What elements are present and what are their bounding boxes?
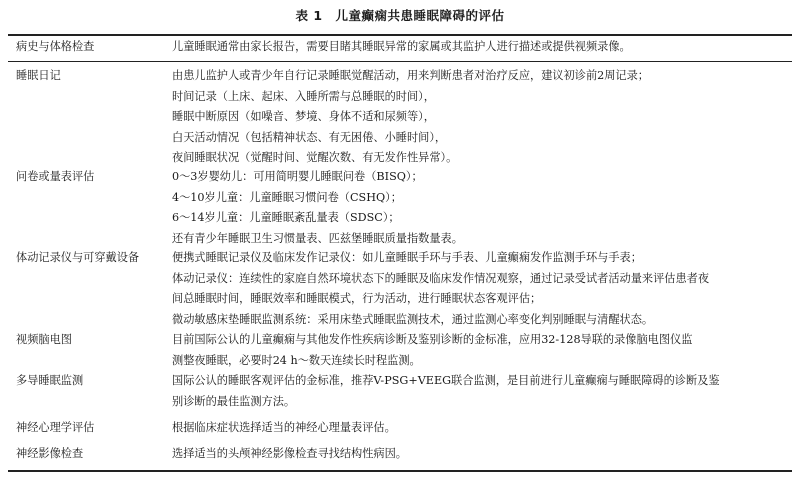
row-content <box>172 66 788 169</box>
header-cell-history: 病史与体格检查 <box>16 40 95 53</box>
row-content-line: 国际公认的睡眠客观评估的金标准，推荐V-PSG+VEEG联合监测，是目前进行儿童癫痫与睡眠障碍的诊断及鉴 <box>172 374 720 387</box>
row-content <box>172 418 788 439</box>
table-caption: 表 1 儿童癫痫共患睡眠障碍的评估 <box>295 8 505 23</box>
row-content-line: 测整夜睡眠，必要时24 h～数天连续长时程监测。 <box>172 353 421 367</box>
row-content-line: 0～3岁婴幼儿：可用简明婴儿睡眠问卷（BISQ）； <box>172 170 423 183</box>
row-content <box>172 330 788 371</box>
header-cell-description: 儿童睡眠通常由家长报告，需要目睹其睡眠异常的家属或其监护人进行描述或提供视频录像。 <box>172 40 631 53</box>
row-content <box>172 248 788 330</box>
row-content-line: 目前国际公认的儿童癫痫与其他发作性疾病诊断及鉴别诊断的金标准，应用32-128导联的录像脑电图仪监 <box>172 333 693 346</box>
row-content <box>172 167 788 249</box>
row-content-line: 体动记录仪：连续性的家庭自然环境状态下的睡眠及临床发作情况观察，通过记录受试者活动量来评估患者夜 <box>172 271 710 285</box>
row-label: 神经影像检查 <box>16 447 84 460</box>
row-content-line: 别诊断的最佳监测方法。 <box>172 394 296 408</box>
top-rule <box>8 34 792 36</box>
row-content-line: 6～14岁儿童：儿童睡眠紊乱量表（SDSC）； <box>172 211 400 225</box>
row-content-line: 间总睡眠时间，睡眠效率和睡眠模式，行为活动，进行睡眠状态客观评估； <box>172 292 542 306</box>
row-content <box>172 371 788 412</box>
row-label: 视频脑电图 <box>16 333 72 346</box>
row-content-line: 选择适当的头颅神经影像检查寻找结构性病因。 <box>172 447 407 460</box>
row-label: 神经心理学评估 <box>16 421 95 434</box>
row-content-line: 还有青少年睡眠卫生习惯量表、匹兹堡睡眠质量指数量表。 <box>172 231 463 245</box>
row-label: 问卷或量表评估 <box>16 170 95 183</box>
row-label: 体动记录仪与可穿戴设备 <box>16 251 140 264</box>
row-content-line: 白天活动情况（包括精神状态、有无困倦、小睡时间）， <box>172 130 447 144</box>
row-content-line: 时间记录（上床、起床、入睡所需与总睡眠的时间）， <box>172 89 435 103</box>
row-content-line: 睡眠中断原因（如噪音、梦境、身体不适和尿频等）， <box>172 110 435 124</box>
row-content-line: 便携式睡眠记录仪及临床发作记录仪：如儿童睡眠手环与手表、儿童癫痫发作监测手环与手表； <box>172 251 642 264</box>
row-content-line: 夜间睡眠状况（觉醒时间、觉醒次数、有无发作性异常）。 <box>172 151 458 165</box>
header-rule <box>8 61 792 62</box>
row-content-line: 根据临床症状选择适当的神经心理量表评估。 <box>172 421 396 434</box>
row-label: 睡眠日记 <box>16 69 61 82</box>
row-content-line: 微动敏感床垫睡眠监测系统：采用床垫式睡眠监测技术，通过监测心率变化判别睡眠与清醒状态。 <box>172 312 654 326</box>
row-content-line: 4～10岁儿童：儿童睡眠习惯问卷（CSHQ）； <box>172 190 402 204</box>
row-label: 多导睡眠监测 <box>16 374 84 387</box>
bottom-rule <box>8 470 792 472</box>
row-content-line: 由患儿监护人或青少年自行记录睡眠觉醒活动，用来判断患者对治疗反应，建议初诊前2周记录； <box>172 69 649 82</box>
row-content <box>172 444 788 465</box>
